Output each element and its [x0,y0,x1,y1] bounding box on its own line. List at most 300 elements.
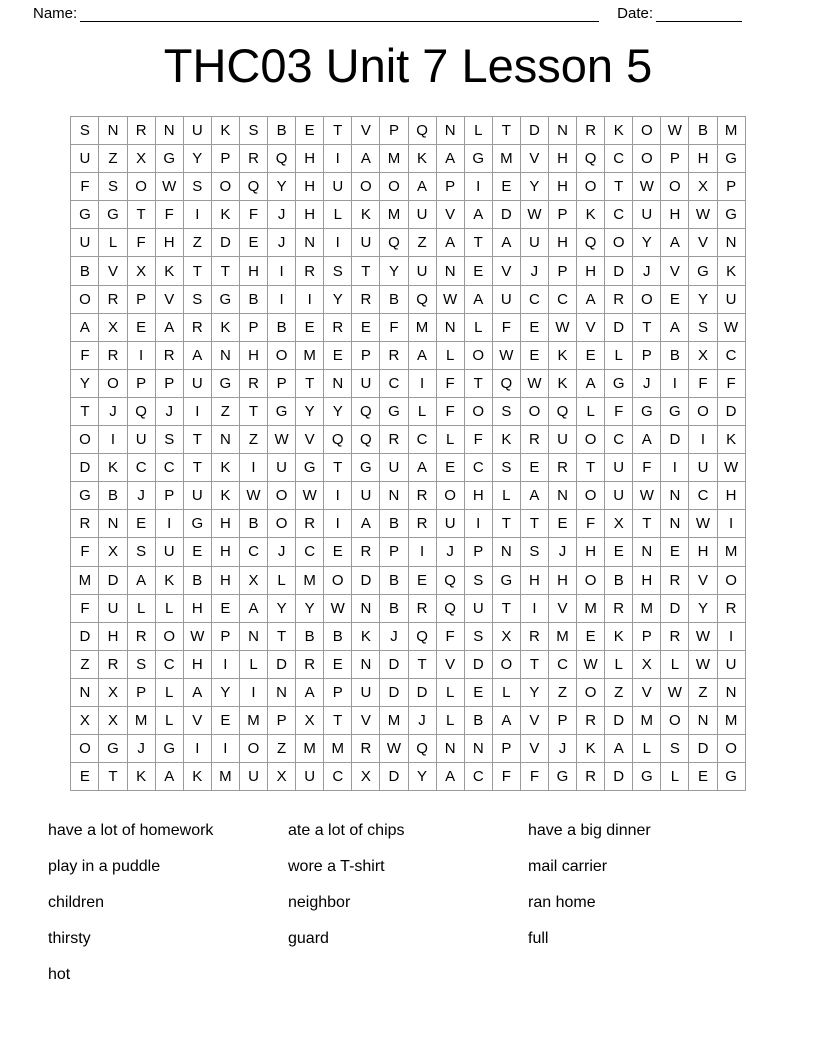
grid-cell[interactable]: R [408,482,436,510]
grid-cell[interactable]: B [296,622,324,650]
grid-cell[interactable]: O [268,510,296,538]
grid-cell[interactable]: U [548,426,576,454]
grid-cell[interactable]: T [577,454,605,482]
grid-cell[interactable]: Q [408,735,436,763]
grid-cell[interactable]: T [211,257,239,285]
grid-cell[interactable]: T [183,426,211,454]
grid-cell[interactable]: U [408,257,436,285]
grid-cell[interactable]: B [268,313,296,341]
grid-cell[interactable]: L [408,397,436,425]
grid-cell[interactable]: H [548,145,576,173]
grid-cell[interactable]: J [633,369,661,397]
grid-cell[interactable]: H [464,482,492,510]
grid-cell[interactable]: J [408,706,436,734]
grid-cell[interactable]: C [689,482,717,510]
grid-cell[interactable]: O [99,369,127,397]
grid-cell[interactable]: S [183,173,211,201]
grid-cell[interactable]: Y [268,594,296,622]
grid-cell[interactable]: W [268,426,296,454]
grid-cell[interactable]: X [71,706,99,734]
grid-cell[interactable]: J [436,538,464,566]
grid-cell[interactable]: W [689,201,717,229]
grid-cell[interactable]: G [717,201,745,229]
grid-cell[interactable]: B [605,566,633,594]
grid-cell[interactable]: W [380,735,408,763]
grid-cell[interactable]: F [380,313,408,341]
grid-cell[interactable]: L [436,341,464,369]
grid-cell[interactable]: D [605,763,633,791]
grid-cell[interactable]: R [352,735,380,763]
grid-cell[interactable]: V [548,594,576,622]
grid-cell[interactable]: E [324,341,352,369]
grid-cell[interactable]: Y [689,594,717,622]
word-list-item[interactable]: have a lot of homework [48,822,214,840]
grid-cell[interactable]: H [296,173,324,201]
grid-cell[interactable]: Q [352,426,380,454]
grid-cell[interactable]: W [239,482,267,510]
grid-cell[interactable]: P [633,622,661,650]
grid-cell[interactable]: D [380,763,408,791]
grid-cell[interactable]: N [155,117,183,145]
grid-cell[interactable]: M [296,566,324,594]
grid-cell[interactable]: D [71,454,99,482]
grid-cell[interactable]: J [520,257,548,285]
grid-cell[interactable]: A [492,706,520,734]
grid-cell[interactable]: S [71,117,99,145]
date-input-rule[interactable] [656,7,742,22]
grid-cell[interactable]: N [717,678,745,706]
grid-cell[interactable]: O [492,650,520,678]
grid-cell[interactable]: T [352,257,380,285]
grid-cell[interactable]: D [380,678,408,706]
grid-cell[interactable]: E [127,510,155,538]
grid-cell[interactable]: S [661,735,689,763]
grid-cell[interactable]: L [155,678,183,706]
grid-cell[interactable]: X [633,650,661,678]
grid-cell[interactable]: M [633,706,661,734]
grid-cell[interactable]: U [352,482,380,510]
grid-cell[interactable]: H [548,566,576,594]
grid-cell[interactable]: S [239,117,267,145]
grid-cell[interactable]: D [99,566,127,594]
grid-cell[interactable]: R [661,622,689,650]
grid-cell[interactable]: U [492,285,520,313]
grid-cell[interactable]: R [380,426,408,454]
grid-cell[interactable]: G [155,145,183,173]
grid-cell[interactable]: B [380,285,408,313]
grid-cell[interactable]: H [99,622,127,650]
grid-cell[interactable]: A [520,482,548,510]
name-input-rule[interactable] [80,7,599,22]
grid-cell[interactable]: K [127,763,155,791]
grid-cell[interactable]: K [155,566,183,594]
grid-cell[interactable]: E [577,622,605,650]
grid-cell[interactable]: Q [324,426,352,454]
grid-cell[interactable]: F [492,313,520,341]
grid-cell[interactable]: K [155,257,183,285]
grid-cell[interactable]: H [211,510,239,538]
grid-cell[interactable]: V [352,117,380,145]
grid-cell[interactable]: I [464,510,492,538]
grid-cell[interactable]: N [268,678,296,706]
grid-cell[interactable]: S [99,173,127,201]
grid-cell[interactable]: F [71,538,99,566]
grid-cell[interactable]: I [324,229,352,257]
grid-cell[interactable]: F [127,229,155,257]
grid-cell[interactable]: R [296,257,324,285]
grid-cell[interactable]: O [520,397,548,425]
grid-cell[interactable]: O [436,482,464,510]
grid-cell[interactable]: W [633,482,661,510]
grid-cell[interactable]: V [352,706,380,734]
grid-cell[interactable]: U [296,763,324,791]
grid-cell[interactable]: D [211,229,239,257]
grid-cell[interactable]: A [436,763,464,791]
grid-cell[interactable]: R [71,510,99,538]
grid-cell[interactable]: O [464,397,492,425]
grid-cell[interactable]: U [268,454,296,482]
grid-cell[interactable]: W [661,678,689,706]
grid-cell[interactable]: U [408,201,436,229]
grid-cell[interactable]: D [520,117,548,145]
grid-cell[interactable]: M [380,201,408,229]
grid-cell[interactable]: I [268,257,296,285]
grid-cell[interactable]: X [239,566,267,594]
grid-cell[interactable]: E [211,706,239,734]
grid-cell[interactable]: T [324,706,352,734]
grid-cell[interactable]: L [155,706,183,734]
grid-cell[interactable]: W [717,313,745,341]
grid-cell[interactable]: O [352,173,380,201]
grid-cell[interactable]: I [717,510,745,538]
grid-cell[interactable]: I [239,678,267,706]
grid-cell[interactable]: N [211,341,239,369]
grid-cell[interactable]: H [689,538,717,566]
grid-cell[interactable]: U [717,285,745,313]
grid-cell[interactable]: B [268,117,296,145]
grid-cell[interactable]: W [324,594,352,622]
grid-cell[interactable]: O [689,397,717,425]
grid-cell[interactable]: S [127,538,155,566]
grid-cell[interactable]: D [605,257,633,285]
grid-cell[interactable]: U [689,454,717,482]
grid-cell[interactable]: M [717,117,745,145]
grid-cell[interactable]: Q [380,229,408,257]
grid-cell[interactable]: N [492,538,520,566]
grid-cell[interactable]: M [717,538,745,566]
grid-cell[interactable]: Z [605,678,633,706]
grid-cell[interactable]: L [492,678,520,706]
grid-cell[interactable]: H [211,538,239,566]
grid-cell[interactable]: V [689,229,717,257]
grid-cell[interactable]: O [661,706,689,734]
grid-cell[interactable]: K [717,257,745,285]
grid-cell[interactable]: C [296,538,324,566]
grid-cell[interactable]: R [380,341,408,369]
grid-cell[interactable]: V [436,201,464,229]
grid-cell[interactable]: U [352,678,380,706]
grid-cell[interactable]: U [380,454,408,482]
grid-cell[interactable]: A [155,313,183,341]
grid-cell[interactable]: I [408,369,436,397]
grid-cell[interactable]: M [548,622,576,650]
grid-cell[interactable]: G [211,369,239,397]
grid-cell[interactable]: N [464,735,492,763]
grid-cell[interactable]: A [408,454,436,482]
grid-cell[interactable]: O [127,173,155,201]
grid-cell[interactable]: A [577,285,605,313]
grid-cell[interactable]: J [548,538,576,566]
grid-cell[interactable]: S [520,538,548,566]
grid-cell[interactable]: E [577,341,605,369]
grid-cell[interactable]: R [408,510,436,538]
grid-cell[interactable]: S [464,566,492,594]
grid-cell[interactable]: R [239,369,267,397]
grid-cell[interactable]: H [548,229,576,257]
grid-cell[interactable]: U [605,454,633,482]
grid-cell[interactable]: N [239,622,267,650]
grid-cell[interactable]: N [436,257,464,285]
grid-cell[interactable]: G [155,735,183,763]
word-list-item[interactable]: full [528,930,549,948]
grid-cell[interactable]: I [296,285,324,313]
grid-cell[interactable]: O [71,735,99,763]
grid-cell[interactable]: K [211,117,239,145]
grid-cell[interactable]: P [239,313,267,341]
grid-cell[interactable]: M [296,735,324,763]
grid-cell[interactable]: C [605,145,633,173]
grid-cell[interactable]: O [464,341,492,369]
grid-cell[interactable]: R [408,594,436,622]
grid-cell[interactable]: Y [408,763,436,791]
grid-cell[interactable]: N [324,369,352,397]
grid-cell[interactable]: H [155,229,183,257]
grid-cell[interactable]: U [127,426,155,454]
grid-cell[interactable]: Z [211,397,239,425]
grid-cell[interactable]: V [520,145,548,173]
grid-cell[interactable]: V [99,257,127,285]
grid-cell[interactable]: G [633,397,661,425]
grid-cell[interactable]: O [633,117,661,145]
grid-cell[interactable]: N [71,678,99,706]
grid-cell[interactable]: T [492,117,520,145]
word-list-item[interactable]: mail carrier [528,858,608,876]
grid-cell[interactable]: A [352,145,380,173]
grid-cell[interactable]: B [380,510,408,538]
grid-cell[interactable]: U [155,538,183,566]
grid-cell[interactable]: C [239,538,267,566]
grid-cell[interactable]: Q [492,369,520,397]
grid-cell[interactable]: E [183,538,211,566]
grid-cell[interactable]: G [296,454,324,482]
grid-cell[interactable]: E [408,566,436,594]
grid-cell[interactable]: R [352,285,380,313]
grid-cell[interactable]: J [268,538,296,566]
grid-cell[interactable]: K [548,369,576,397]
grid-cell[interactable]: A [296,678,324,706]
grid-cell[interactable]: S [464,622,492,650]
grid-cell[interactable]: J [633,257,661,285]
grid-cell[interactable]: N [661,510,689,538]
grid-cell[interactable]: K [99,454,127,482]
grid-cell[interactable]: C [605,426,633,454]
grid-cell[interactable]: K [492,426,520,454]
grid-cell[interactable]: D [605,313,633,341]
grid-cell[interactable]: I [717,622,745,650]
grid-cell[interactable]: K [605,622,633,650]
grid-cell[interactable]: I [99,426,127,454]
grid-cell[interactable]: T [324,454,352,482]
grid-cell[interactable]: R [577,763,605,791]
grid-cell[interactable]: T [99,763,127,791]
grid-cell[interactable]: P [548,257,576,285]
grid-cell[interactable]: W [717,454,745,482]
grid-cell[interactable]: L [99,229,127,257]
grid-cell[interactable]: R [127,622,155,650]
grid-cell[interactable]: O [155,622,183,650]
grid-cell[interactable]: O [717,566,745,594]
grid-cell[interactable]: D [605,706,633,734]
word-list-item[interactable]: neighbor [288,894,351,912]
grid-cell[interactable]: A [661,313,689,341]
grid-cell[interactable]: S [492,397,520,425]
grid-cell[interactable]: T [492,594,520,622]
grid-cell[interactable]: Q [408,117,436,145]
grid-cell[interactable]: B [99,482,127,510]
grid-cell[interactable]: E [464,257,492,285]
grid-cell[interactable]: G [605,369,633,397]
grid-cell[interactable]: P [268,706,296,734]
grid-cell[interactable]: M [71,566,99,594]
grid-cell[interactable]: R [296,510,324,538]
grid-cell[interactable]: M [408,313,436,341]
grid-cell[interactable]: R [605,285,633,313]
grid-cell[interactable]: U [464,594,492,622]
grid-cell[interactable]: E [211,594,239,622]
grid-cell[interactable]: Z [268,735,296,763]
grid-cell[interactable]: W [548,313,576,341]
grid-cell[interactable]: B [380,594,408,622]
grid-cell[interactable]: M [380,706,408,734]
grid-cell[interactable]: W [492,341,520,369]
grid-cell[interactable]: B [661,341,689,369]
grid-cell[interactable]: U [717,650,745,678]
grid-cell[interactable]: K [408,145,436,173]
grid-cell[interactable]: G [352,454,380,482]
grid-cell[interactable]: X [689,173,717,201]
grid-cell[interactable]: F [71,341,99,369]
grid-cell[interactable]: L [605,341,633,369]
grid-cell[interactable]: X [268,763,296,791]
grid-cell[interactable]: K [211,454,239,482]
grid-cell[interactable]: X [296,706,324,734]
grid-cell[interactable]: G [99,201,127,229]
grid-cell[interactable]: C [380,369,408,397]
grid-cell[interactable]: D [661,594,689,622]
grid-cell[interactable]: K [577,735,605,763]
grid-cell[interactable]: T [492,510,520,538]
grid-cell[interactable]: E [661,285,689,313]
grid-cell[interactable]: L [633,735,661,763]
grid-cell[interactable]: D [464,650,492,678]
grid-cell[interactable]: H [296,145,324,173]
grid-cell[interactable]: J [127,735,155,763]
grid-cell[interactable]: H [548,173,576,201]
grid-cell[interactable]: Y [324,397,352,425]
grid-cell[interactable]: O [577,482,605,510]
grid-cell[interactable]: C [605,201,633,229]
grid-cell[interactable]: K [352,201,380,229]
grid-cell[interactable]: R [324,313,352,341]
grid-cell[interactable]: S [324,257,352,285]
grid-cell[interactable]: E [296,117,324,145]
grid-cell[interactable]: U [99,594,127,622]
grid-cell[interactable]: G [268,397,296,425]
grid-cell[interactable]: W [689,622,717,650]
grid-cell[interactable]: P [436,173,464,201]
grid-cell[interactable]: L [661,763,689,791]
grid-cell[interactable]: Z [183,229,211,257]
grid-cell[interactable]: I [324,145,352,173]
grid-cell[interactable]: W [689,650,717,678]
grid-cell[interactable]: W [520,369,548,397]
grid-cell[interactable]: C [155,454,183,482]
grid-cell[interactable]: C [464,763,492,791]
grid-cell[interactable]: E [492,173,520,201]
grid-cell[interactable]: W [436,285,464,313]
word-list-item[interactable]: wore a T-shirt [288,858,385,876]
grid-cell[interactable]: O [71,426,99,454]
grid-cell[interactable]: U [324,173,352,201]
grid-cell[interactable]: E [127,313,155,341]
grid-cell[interactable]: O [633,285,661,313]
grid-cell[interactable]: N [633,538,661,566]
grid-cell[interactable]: L [436,706,464,734]
grid-cell[interactable]: Z [99,145,127,173]
grid-cell[interactable]: Y [296,594,324,622]
grid-cell[interactable]: P [211,145,239,173]
grid-cell[interactable]: J [380,622,408,650]
grid-cell[interactable]: T [464,229,492,257]
grid-cell[interactable]: C [548,650,576,678]
grid-cell[interactable]: D [352,566,380,594]
grid-cell[interactable]: W [296,482,324,510]
grid-cell[interactable]: A [71,313,99,341]
grid-cell[interactable]: C [464,454,492,482]
grid-cell[interactable]: L [464,117,492,145]
grid-cell[interactable]: P [717,173,745,201]
grid-cell[interactable]: E [605,538,633,566]
word-search-grid[interactable] [70,116,745,791]
grid-cell[interactable]: O [633,145,661,173]
grid-cell[interactable]: Q [577,229,605,257]
grid-cell[interactable]: N [352,594,380,622]
grid-cell[interactable]: N [380,482,408,510]
grid-cell[interactable]: W [689,510,717,538]
grid-cell[interactable]: N [99,510,127,538]
grid-cell[interactable]: T [71,397,99,425]
grid-cell[interactable]: W [577,650,605,678]
grid-cell[interactable]: D [492,201,520,229]
grid-cell[interactable]: E [296,313,324,341]
grid-cell[interactable]: K [577,201,605,229]
grid-cell[interactable]: H [183,594,211,622]
grid-cell[interactable]: J [99,397,127,425]
grid-cell[interactable]: A [464,285,492,313]
grid-cell[interactable]: K [352,622,380,650]
grid-cell[interactable]: U [633,201,661,229]
grid-cell[interactable]: T [520,650,548,678]
